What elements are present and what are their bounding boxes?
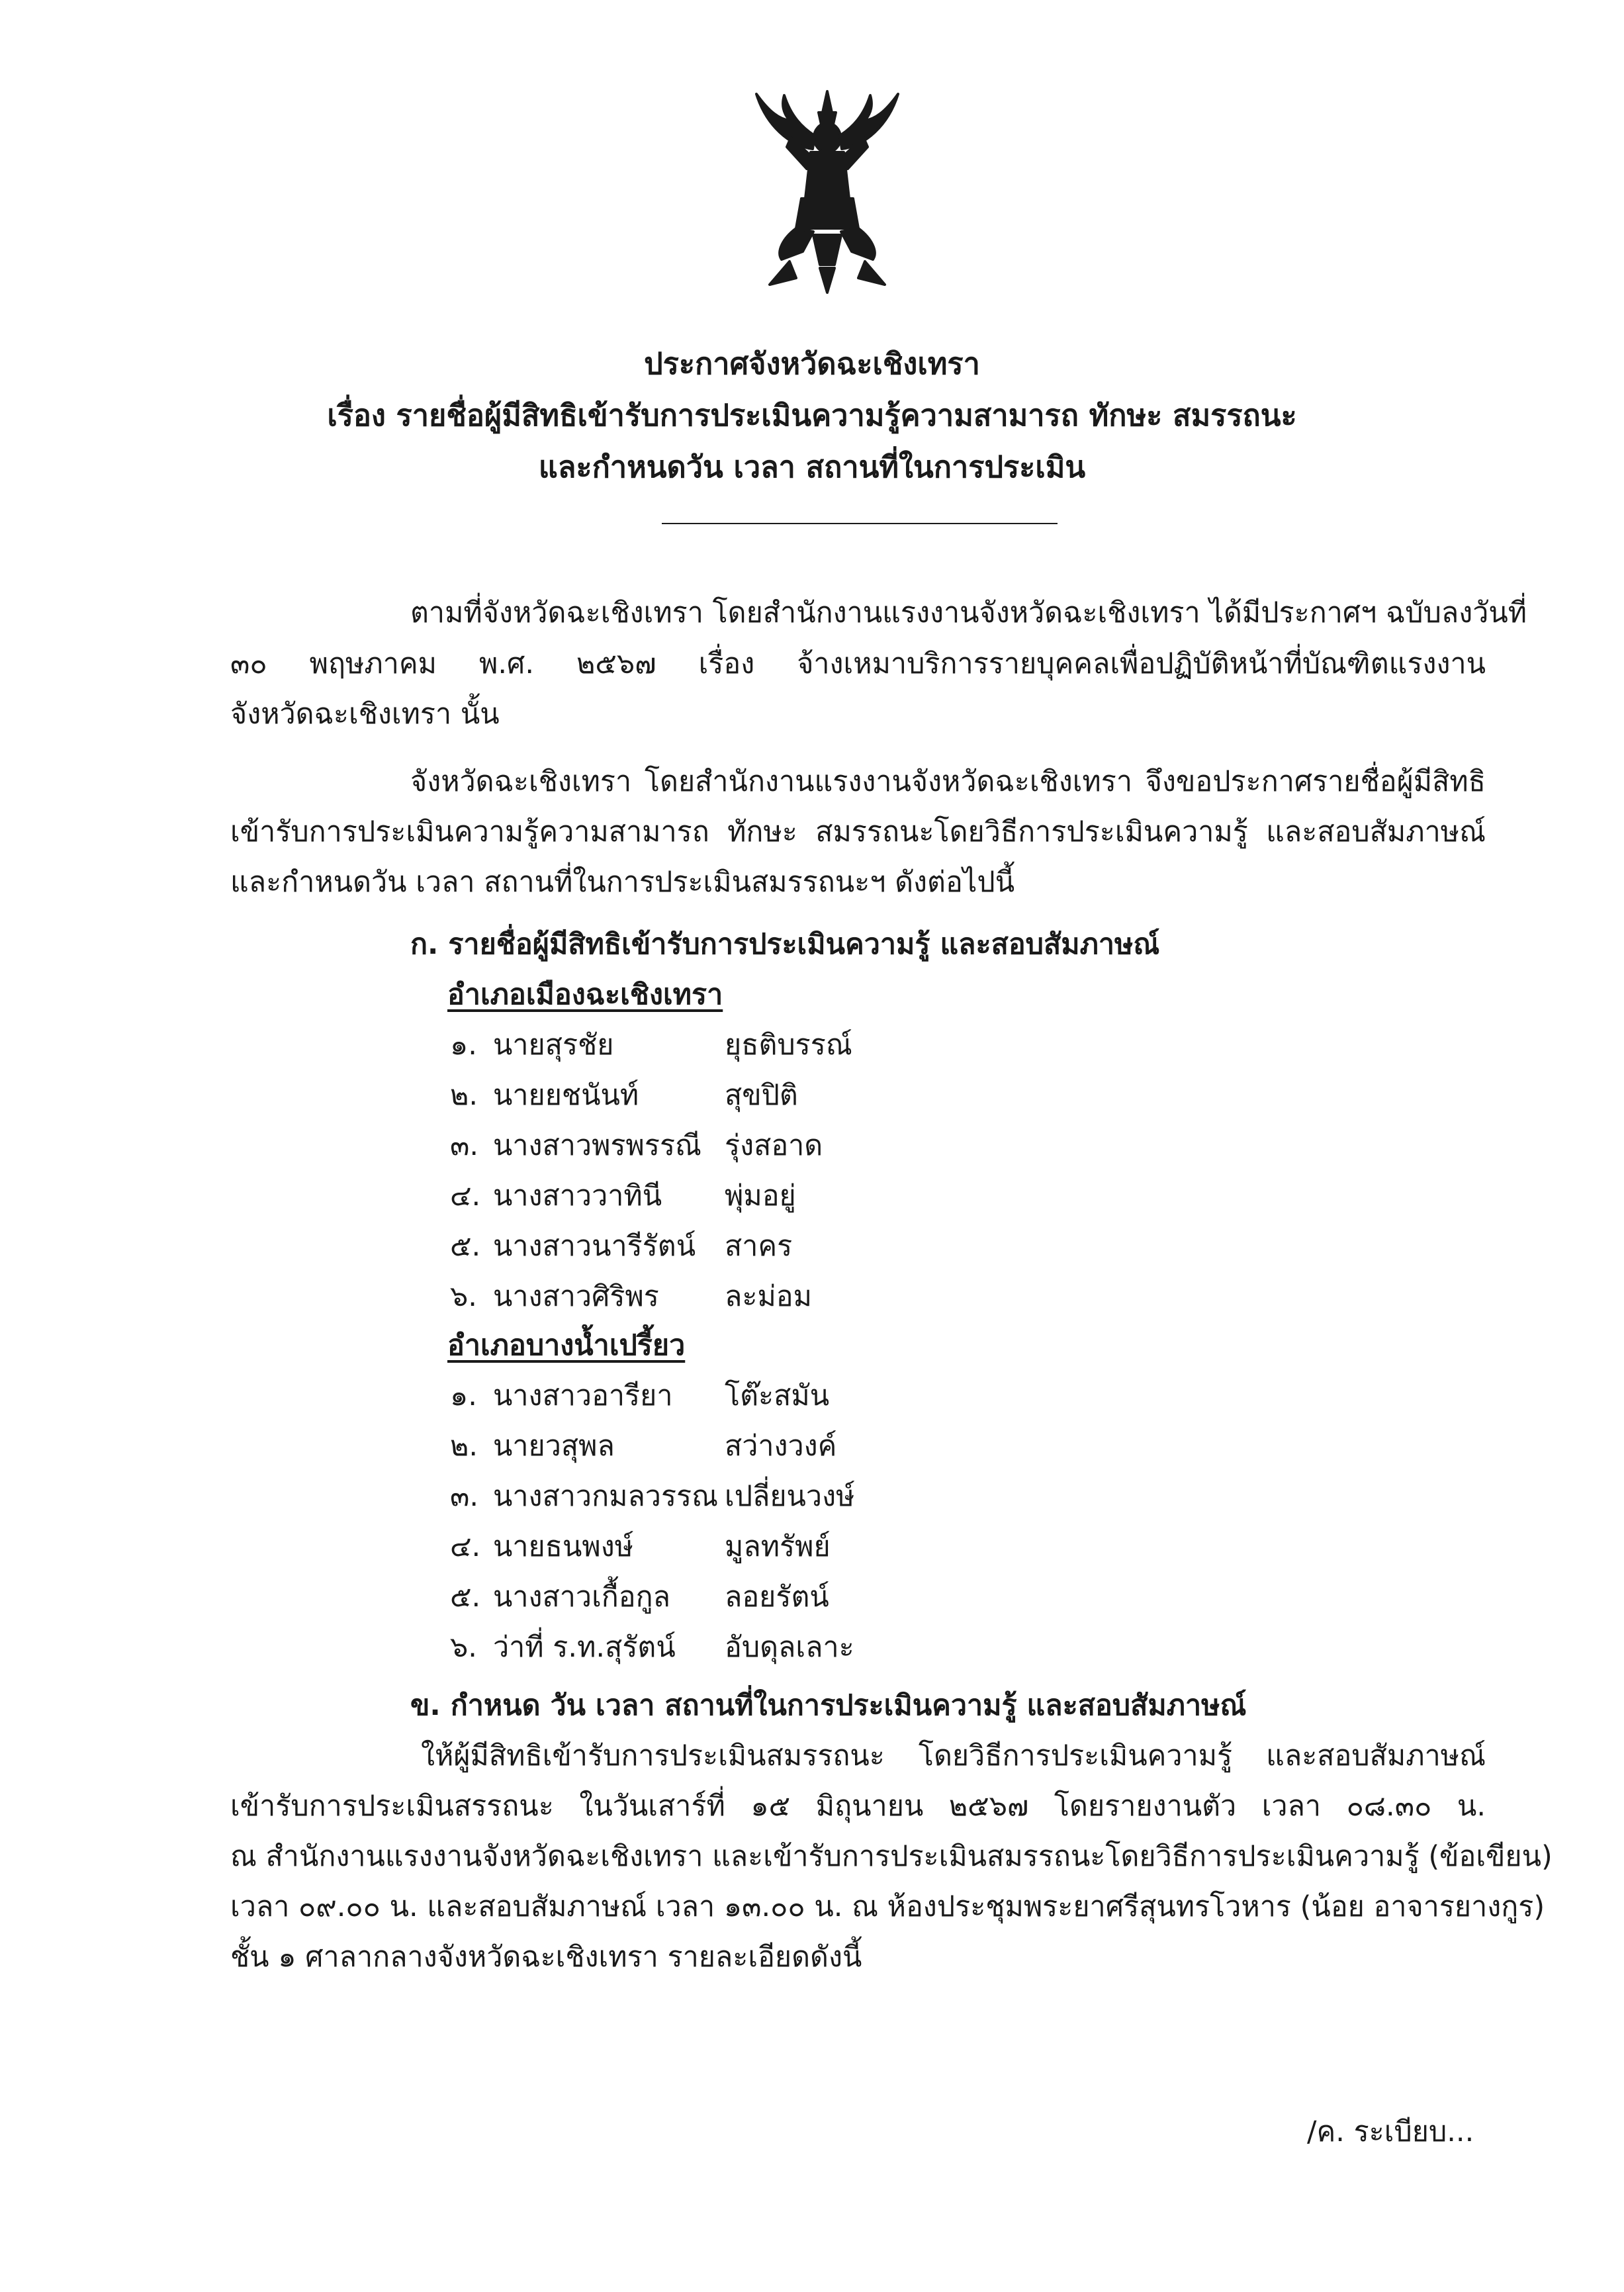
para2-line: จังหวัดฉะเชิงเทรา โดยสำนักงานแรงงานจังหวัดฉะเชิงเทรา จึงขอประกาศรายชื่อผู้มีสิทธิ: [410, 765, 1486, 798]
list-item-first-name: นางสาววาทินี: [493, 1179, 662, 1213]
section-b-line: ชั้น ๑ ศาลากลางจังหวัดฉะเชิงเทรา รายละเอียดดังนี้: [230, 1941, 862, 1974]
list-item-last-name: ลอยรัตน์: [725, 1581, 829, 1614]
list-item-last-name: อับดุลเลาะ: [725, 1631, 854, 1664]
document-title: ประกาศจังหวัดฉะเชิงเทรา: [644, 346, 980, 381]
list-item-last-name: ละม่อม: [725, 1280, 812, 1313]
district-heading: อำเภอบางน้ำเปรี้ยว: [447, 1329, 686, 1362]
list-item-last-name: โต๊ะสมัน: [725, 1379, 830, 1412]
para1-line: ตามที่จังหวัดฉะเชิงเทรา โดยสำนักงานแรงงานจังหวัดฉะเชิงเทรา ได้มีประกาศฯ ฉบับลงวันที่: [410, 596, 1527, 629]
list-item-number: ๑.: [450, 1379, 477, 1412]
document-subject-line-1: เรื่อง รายชื่อผู้มีสิทธิเข้ารับการประเมินความรู้ความสามารถ ทักษะ สมรรถนะ: [327, 398, 1297, 433]
list-item-first-name: นางสาวพรพรรณี: [493, 1129, 701, 1162]
list-item-number: ๓.: [450, 1129, 479, 1162]
section-b-line: ให้ผู้มีสิทธิเข้ารับการประเมินสมรรถนะ โดยวิธีการประเมินความรู้ และสอบสัมภาษณ์: [421, 1739, 1486, 1772]
garuda-emblem-icon: [750, 86, 905, 298]
para1-line: จังหวัดฉะเชิงเทรา นั้น: [230, 698, 500, 731]
district-heading: อำเภอเมืองฉะเชิงเทรา: [447, 978, 723, 1011]
para2-line: เข้ารับการประเมินความรู้ความสามารถ ทักษะ สมรรถนะโดยวิธีการประเมินความรู้ และสอบสัมภาษณ์: [230, 815, 1486, 848]
list-item-first-name: นางสาวกมลวรรณ: [493, 1480, 719, 1513]
list-item-first-name: นางสาวศิริพร: [493, 1280, 659, 1313]
section-b-heading: ข. กำหนด วัน เวลา สถานที่ในการประเมินความรู้ และสอบสัมภาษณ์: [410, 1689, 1247, 1722]
list-item-first-name: นางสาวนารีรัตน์: [493, 1230, 696, 1263]
list-item-number: ๖.: [450, 1631, 477, 1664]
list-item-first-name: นางสาวอารียา: [493, 1379, 673, 1412]
list-item-number: ๕.: [450, 1230, 481, 1263]
para2-line: และกำหนดวัน เวลา สถานที่ในการประเมินสมรรถนะฯ ดังต่อไปนี้: [230, 866, 1015, 899]
list-item-first-name: นายวสุพล: [493, 1430, 615, 1463]
list-item-number: ๔.: [450, 1179, 481, 1213]
list-item-number: ๕.: [450, 1581, 481, 1614]
list-item-last-name: เปลี่ยนวงษ์: [725, 1480, 855, 1513]
list-item-last-name: มูลทรัพย์: [725, 1530, 831, 1563]
list-item-first-name: ว่าที่ ร.ท.สุรัตน์: [493, 1631, 676, 1664]
list-item-first-name: นายยชนันท์: [493, 1079, 639, 1112]
section-b-line: เวลา ๐๙.๐๐ น. และสอบสัมภาษณ์ เวลา ๑๓.๐๐ น. ณ ห้องประชุมพระยาศรีสุนทรโวหาร (น้อย อาจารยางกูร): [230, 1890, 1545, 1923]
list-item-number: ๒.: [450, 1430, 478, 1463]
list-item-first-name: นายสุรชัย: [493, 1029, 614, 1062]
page-continuation: /ค. ระเบียบ...: [1307, 2115, 1474, 2148]
list-item-last-name: สุขปิติ: [725, 1079, 798, 1112]
list-item-number: ๔.: [450, 1530, 481, 1563]
list-item-last-name: พุ่มอยู่: [725, 1179, 796, 1213]
list-item-number: ๓.: [450, 1480, 479, 1513]
section-a-heading: ก. รายชื่อผู้มีสิทธิเข้ารับการประเมินความรู้ และสอบสัมภาษณ์: [410, 928, 1160, 961]
list-item-number: ๑.: [450, 1029, 477, 1062]
para1-line: ๓๐ พฤษภาคม พ.ศ. ๒๕๖๗ เรื่อง จ้างเหมาบริการรายบุคคลเพื่อปฏิบัติหน้าที่บัณฑิตแรงงาน: [230, 647, 1486, 680]
list-item-last-name: รุ่งสอาด: [725, 1129, 823, 1162]
list-item-last-name: ยุธติบรรณ์: [725, 1029, 852, 1062]
list-item-number: ๖.: [450, 1280, 477, 1313]
list-item-last-name: สว่างวงค์: [725, 1430, 837, 1463]
list-item-last-name: สาคร: [725, 1230, 793, 1263]
section-b-line: ณ สำนักงานแรงงานจังหวัดฉะเชิงเทรา และเข้ารับการประเมินสมรรถนะโดยวิธีการประเมินความรู้ (ข้อเขียน): [230, 1840, 1553, 1873]
list-item-number: ๒.: [450, 1079, 478, 1112]
header-divider: [662, 523, 1058, 524]
list-item-first-name: นายธนพงษ์: [493, 1530, 634, 1563]
section-b-line: เข้ารับการประเมินสรรถนะ ในวันเสาร์ที่ ๑๕ มิถุนายน ๒๕๖๗ โดยรายงานตัว เวลา ๐๘.๓๐ น.: [230, 1790, 1486, 1823]
document-subject-line-2: และกำหนดวัน เวลา สถานที่ในการประเมิน: [538, 449, 1086, 484]
list-item-first-name: นางสาวเกื้อกูล: [493, 1581, 671, 1614]
